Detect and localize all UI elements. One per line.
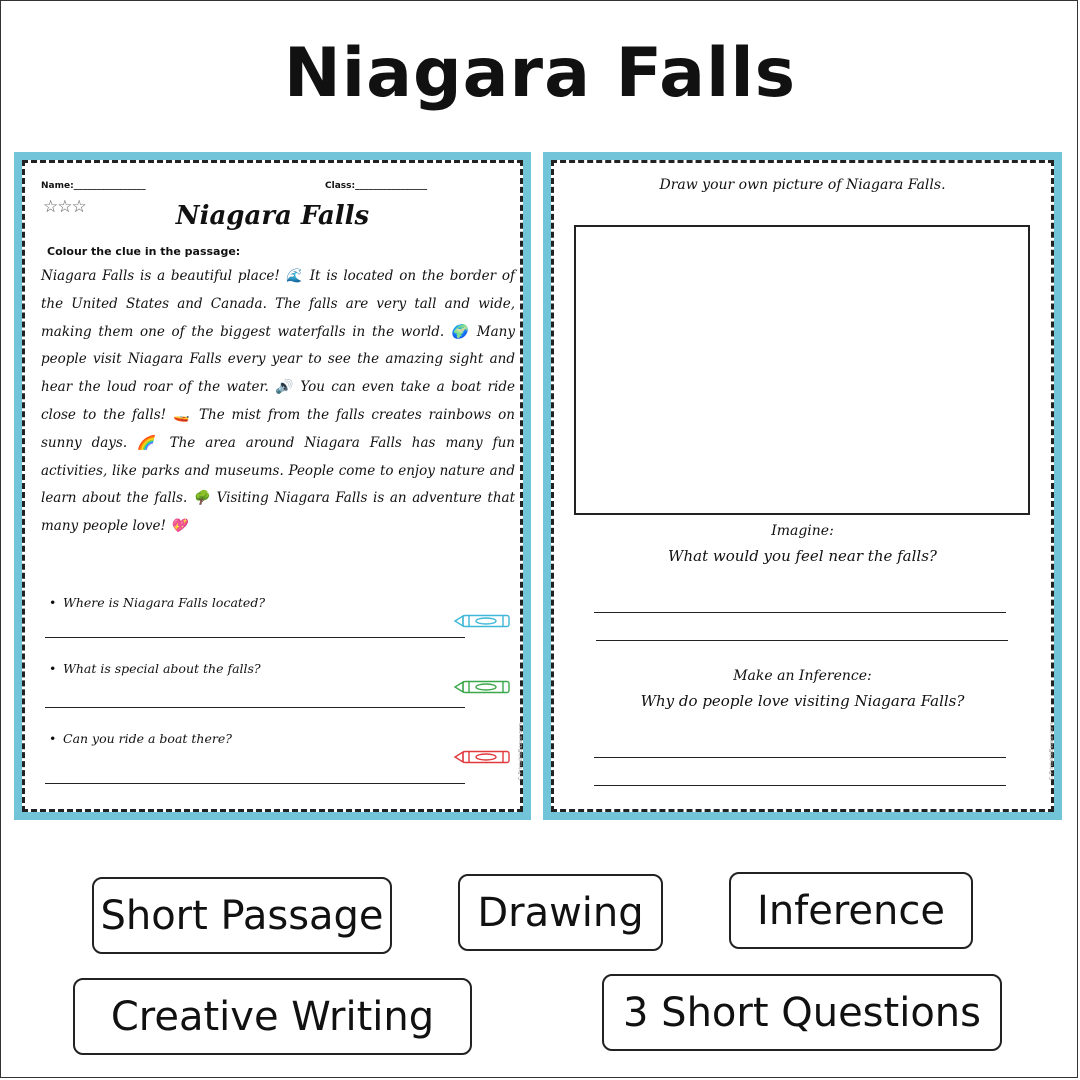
answer-line <box>596 640 1008 641</box>
credit-text: © PrintableBazaar.com <box>518 723 524 781</box>
reading-worksheet-preview <box>14 152 531 820</box>
question-1: • Where is Niagara Falls located? <box>49 595 266 610</box>
reading-passage: Niagara Falls is a beautiful place! 🌊 It is located on the border of the United States and Canada. The falls are very tall and wide, making them one of the biggest waterfalls in the world. 🌍 Many people visit Niagara Falls every year to see the amazing sight and hear the loud roar of the water. 🔊 You can even take a boat ride close to the falls! 🚤 The mist from the falls creates rainbows on sunny days. 🌈 The area around Niagara Falls has many fun activities, like parks and museums. People come to enjoy nature and learn about the falls. 🌳 Visiting Niagara Falls is an adventure that many people love! 💖 <box>41 268 515 535</box>
answer-line <box>45 707 465 708</box>
drawing-box <box>574 225 1030 515</box>
tag-short-passage: Short Passage <box>92 877 392 954</box>
question-2: • What is special about the falls? <box>49 661 261 676</box>
imagine-question: What would you feel near the falls? <box>668 547 937 565</box>
answer-line <box>594 612 1006 613</box>
question-text: Where is Niagara Falls located? <box>63 595 266 610</box>
question-text: Can you ride a boat there? <box>63 731 232 746</box>
crayon-icon <box>453 613 513 629</box>
tag-inference: Inference <box>729 872 973 949</box>
answer-line <box>45 783 465 784</box>
credit-text: © PrintableBazaar.com <box>1049 723 1055 781</box>
page-title: Niagara Falls <box>283 34 797 113</box>
tag-drawing: Drawing <box>458 874 663 951</box>
question-text: What is special about the falls? <box>63 661 261 676</box>
crayon-icon <box>453 749 513 765</box>
tag-creative-writing: Creative Writing <box>73 978 472 1055</box>
inference-heading: Make an Inference: <box>733 668 872 684</box>
answer-line <box>594 757 1006 758</box>
worksheet-title: Niagara Falls <box>175 201 370 231</box>
name-field: Name:________________ <box>41 181 146 191</box>
rating-stars-icon: ☆☆☆ <box>43 197 86 217</box>
draw-prompt: Draw your own picture of Niagara Falls. <box>659 177 946 193</box>
worksheet-page <box>551 160 1054 812</box>
imagine-heading: Imagine: <box>771 523 834 539</box>
instruction-text: Colour the clue in the passage: <box>47 245 241 258</box>
tag-3-short-questions: 3 Short Questions <box>602 974 1002 1051</box>
inference-question: Why do people love visiting Niagara Falls? <box>640 692 965 710</box>
question-3: • Can you ride a boat there? <box>49 731 232 746</box>
crayon-icon <box>453 679 513 695</box>
class-field: Class:________________ <box>325 181 428 191</box>
answer-line <box>45 637 465 638</box>
worksheet-page <box>22 160 523 812</box>
drawing-worksheet-preview <box>543 152 1062 820</box>
answer-line <box>594 785 1006 786</box>
